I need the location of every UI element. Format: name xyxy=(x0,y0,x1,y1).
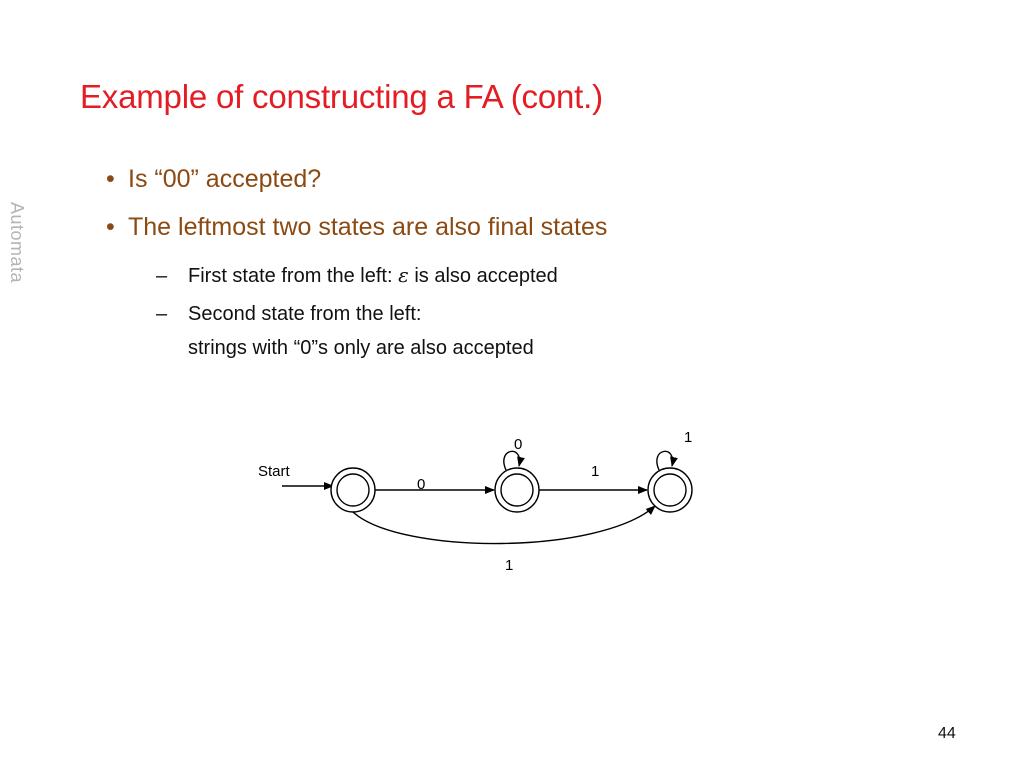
self-loop-q1 xyxy=(504,451,520,470)
slide-title: Example of constructing a FA (cont.) xyxy=(80,78,603,115)
self-loop-q2 xyxy=(657,451,673,470)
bullet-text: The leftmost two states are also final states xyxy=(128,213,608,241)
state-q2 xyxy=(648,468,692,512)
sub-bullet-marker: – xyxy=(156,303,168,325)
transition-label-q0-q1: 0 xyxy=(417,476,426,493)
transition-label-q1-loop: 0 xyxy=(514,436,523,453)
sub-bullet-marker: – xyxy=(156,265,168,287)
transition-label-q2-loop: 1 xyxy=(684,429,693,446)
transition-q0-q2 xyxy=(353,506,655,544)
transition-label-q0-q2: 1 xyxy=(505,557,514,574)
bullet-marker: • xyxy=(106,213,115,241)
sub-bullet-line-1: Second state from the left: xyxy=(188,303,422,325)
state-q1 xyxy=(495,468,539,512)
state-q0 xyxy=(331,468,375,512)
bullet-marker: • xyxy=(106,165,115,193)
page-number: 44 xyxy=(938,725,956,742)
sub-bullet-line-2: strings with “0”s only are also accepted xyxy=(188,337,534,359)
bullet-text: Is “00” accepted? xyxy=(128,165,322,193)
sub-bullet-text-end: is also accepted xyxy=(408,265,558,287)
side-label-automata: Automata xyxy=(7,202,27,284)
epsilon-symbol: ε xyxy=(398,263,409,287)
sub-bullet-text-start: First state from the left: xyxy=(188,265,399,287)
transition-label-q1-q2: 1 xyxy=(591,463,600,480)
start-label: Start xyxy=(258,463,290,480)
